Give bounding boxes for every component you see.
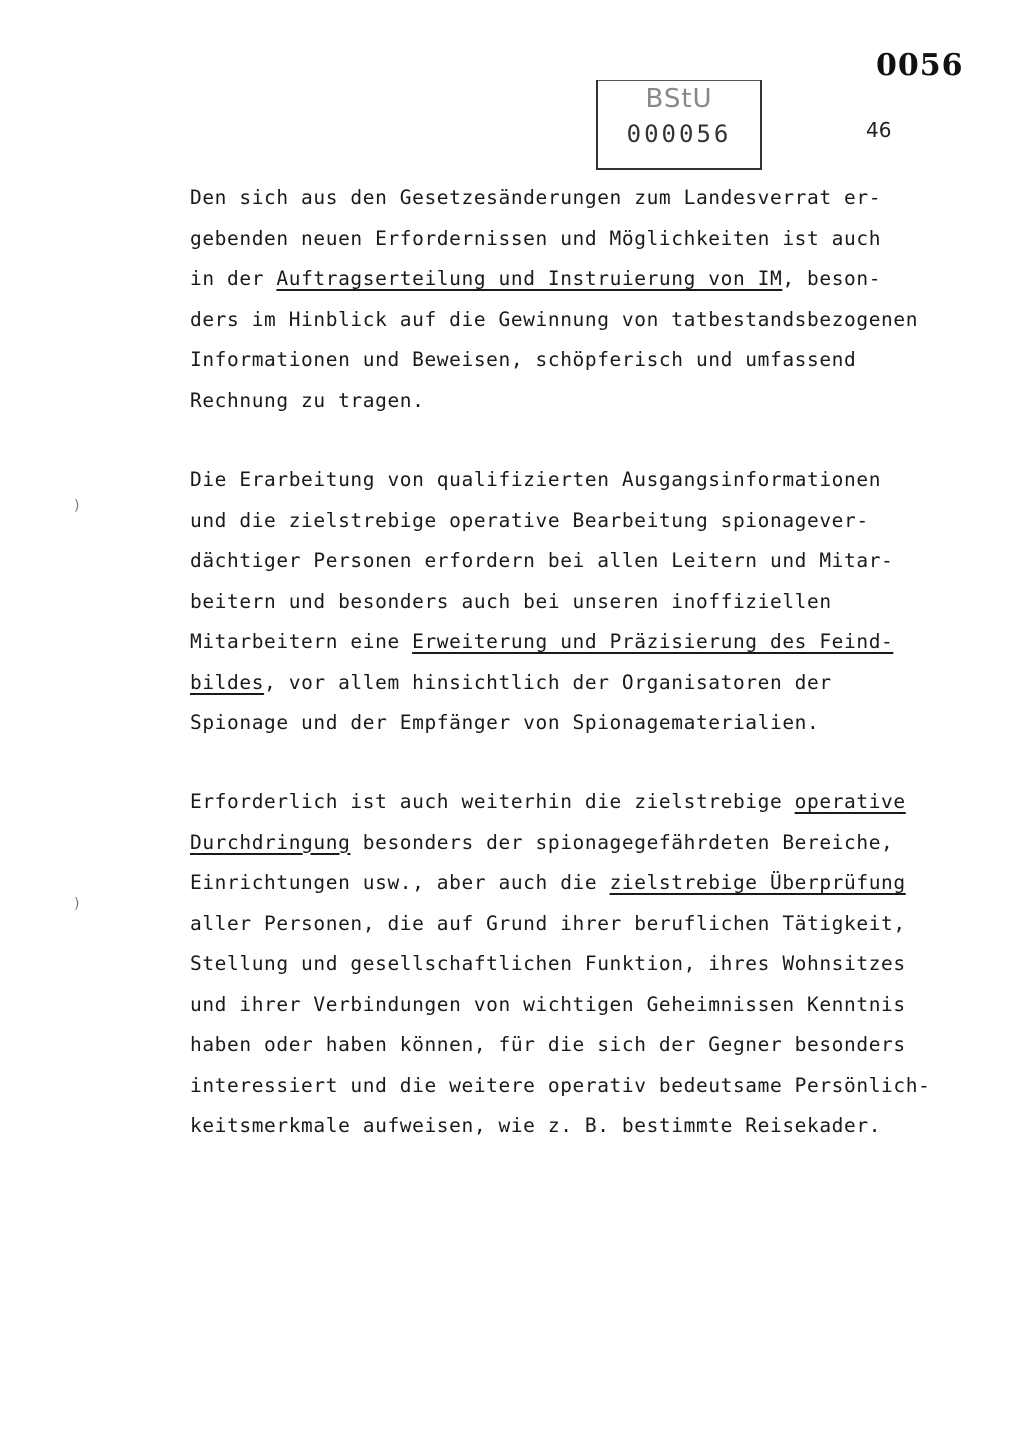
text-line [190, 782, 950, 823]
text-line: aller Personen, die auf Grund ihrer beruflichen Tätigkeit, [190, 911, 906, 935]
text-line: ders im Hinblick auf die Gewinnung von tatbestandsbezogenen [190, 307, 919, 331]
text-line [190, 823, 950, 864]
underlined-phrase: zielstrebige Überprüfung [609, 871, 906, 894]
text-segment: Erforderlich ist auch weiterhin die zielstrebige [190, 790, 795, 813]
page-number: 46 [866, 118, 892, 142]
margin-mark: ) [74, 498, 80, 514]
paragraph-1 [190, 178, 950, 421]
paragraph-3 [190, 782, 950, 1147]
text-line [190, 259, 950, 300]
stamp-border [598, 80, 760, 81]
stamp-number: 000056 [626, 120, 732, 148]
text-line: haben oder haben können, für die sich der Gegner besonders [190, 1033, 906, 1056]
text-line: Die Erarbeitung von qualifizierten Ausgangsinformationen [190, 468, 882, 491]
text-segment: , vor allem hinsichtlich der Organisatoren der [264, 670, 832, 694]
underlined-phrase: Auftragserteilung und Instruierung von IM [276, 267, 783, 290]
text-line [190, 863, 950, 904]
text-line: beitern und besonders auch bei unseren inoffiziellen [190, 589, 832, 613]
text-line: keitsmerkmale aufweisen, wie z. B. bestimmte Reisekader. [190, 1114, 882, 1137]
margin-mark: ) [74, 896, 80, 912]
text-line: Informationen und Beweisen, schöpferisch und umfassend [190, 348, 857, 371]
archive-stamp [596, 80, 762, 170]
text-line: gebenden neuen Erfordernissen und Möglichkeiten ist auch [190, 226, 882, 250]
text-segment: , beson- [782, 267, 882, 290]
text-line: und ihrer Verbindungen von wichtigen Geheimnissen Kenntnis [190, 992, 906, 1016]
underlined-phrase: bildes [190, 670, 265, 694]
underlined-phrase: Durchdringung [190, 830, 351, 854]
text-line [190, 622, 950, 663]
text-segment: besonders der spionagegefährdeten Bereiche, [350, 830, 894, 854]
text-line: dächtiger Personen erfordern bei allen Leitern und Mitar- [190, 549, 894, 572]
text-segment: Mitarbeitern eine [190, 630, 413, 653]
text-line: Rechnung zu tragen. [190, 388, 425, 412]
text-line: und die zielstrebige operative Bearbeitung spionagever- [190, 508, 869, 532]
text-line: Spionage und der Empfänger von Spionagematerialien. [190, 711, 820, 734]
underlined-phrase: Erweiterung und Präzisierung des Feind- [412, 630, 894, 653]
text-line: Stellung und gesellschaftlichen Funktion, ihres Wohnsitzes [190, 952, 906, 975]
text-segment: Einrichtungen usw., aber auch die [190, 871, 610, 894]
underlined-phrase: operative [794, 790, 906, 813]
stamp-agency: BStU [645, 84, 713, 114]
text-segment: in der [190, 267, 277, 290]
text-line: interessiert und die weitere operativ bedeutsame Persönlich- [190, 1073, 931, 1097]
archive-page-number: 0056 [876, 48, 964, 83]
text-line [190, 663, 950, 704]
paragraph-2 [190, 460, 950, 744]
text-line: Den sich aus den Gesetzesänderungen zum Landesverrat er- [190, 186, 882, 209]
